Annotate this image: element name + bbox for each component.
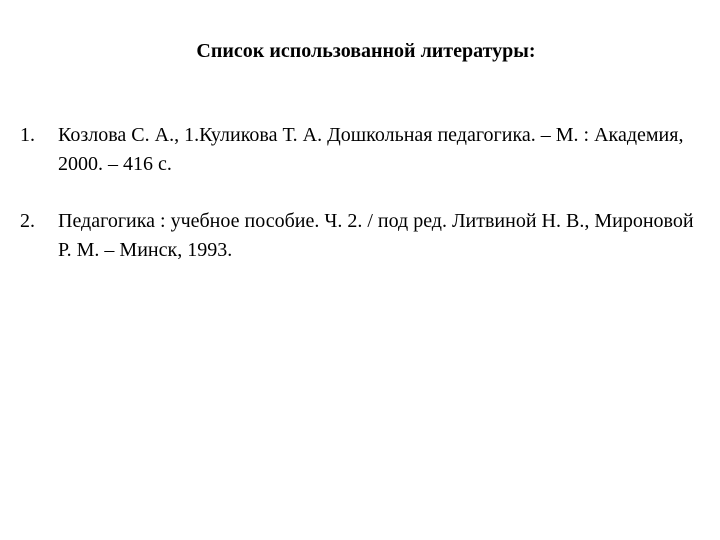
reference-item	[20, 207, 706, 265]
reference-number: 1.	[20, 124, 35, 146]
reference-number: 2.	[20, 210, 35, 232]
page-title: Список использованной литературы:	[196, 40, 536, 62]
reference-item	[20, 121, 706, 179]
reference-text: Педагогика : учебное пособие. Ч. 2. / под ред. Литвиной Н. В., Мироновой Р. М. – Минск, 1993.	[58, 210, 694, 261]
reference-list	[20, 121, 706, 293]
reference-text: Козлова С. А., 1.Куликова Т. А. Дошкольная педагогика. – М. : Академия, 2000. – 416 с.	[58, 124, 684, 175]
